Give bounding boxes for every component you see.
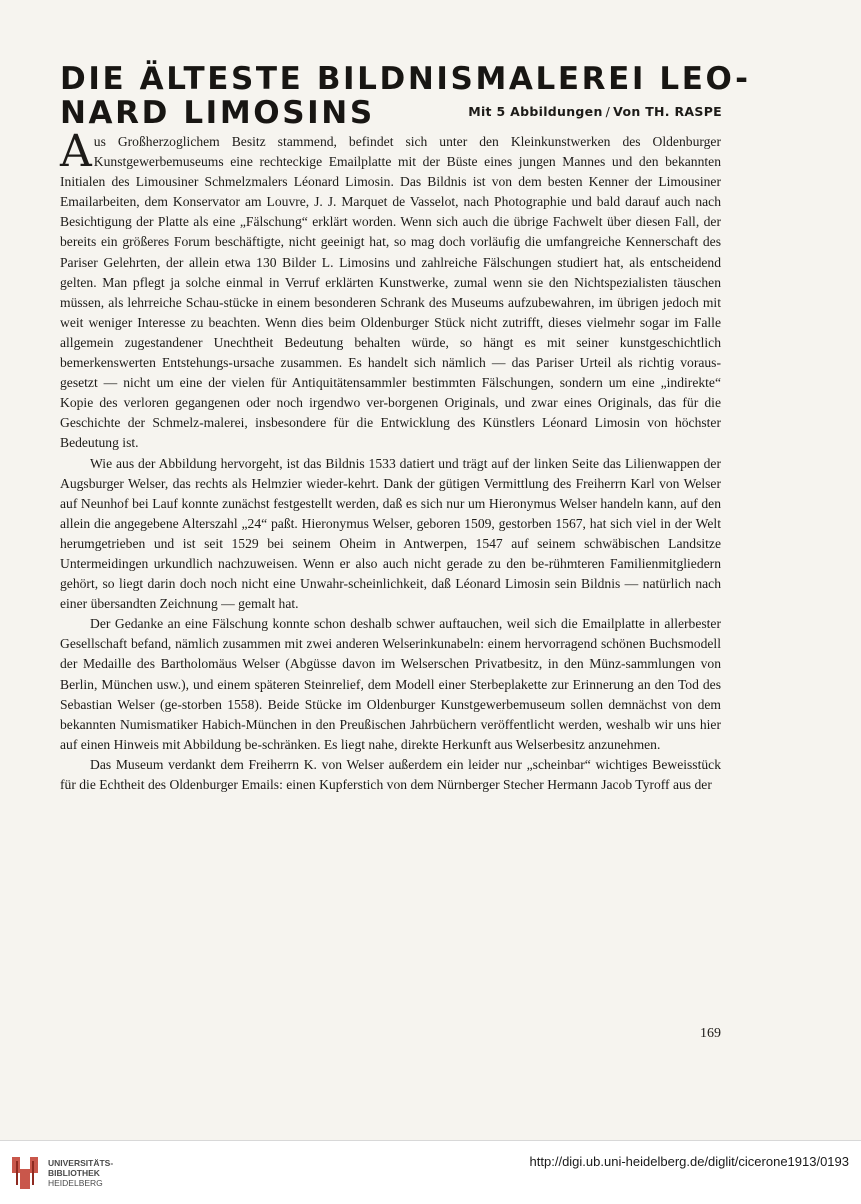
article-body [60,126,721,795]
byline-illustrations: Mit 5 Abbildungen [468,104,603,119]
library-name [48,1158,113,1188]
drop-cap: A [60,126,92,177]
library-name-line-2: BIBLIOTHEK [48,1168,100,1178]
article-title-line-1: DIE ÄLTESTE BILDNISMALEREI LEO- [60,61,751,97]
university-library-logo-icon [8,1151,42,1195]
byline-separator: / [605,104,611,119]
paragraph-4: Das Museum verdankt dem Freiherrn K. von Welser außerdem ein leider nur „scheinbar“ wichtiges Beweisstück für die Echtheit des Oldenburger Emails: einen Kupferstich von dem Nürnberger Stecher Hermann Jacob Tyroff aus der [60,756,721,792]
library-name-line-1: UNIVERSITÄTS- [48,1158,114,1168]
paragraph-1 [60,126,721,454]
paragraph-2: Wie aus der Abbildung hervorgeht, ist das Bildnis 1533 datiert und trägt auf der linken Seite das Lilienwappen der Augsburger Welser, das rechts als Helmzier wieder-kehrt. Dank der gütigen Vermittlung des Freiherrn Karl von Welser auf Neunhof bei Lauf konnte zunächst festgestellt werden, daß es sich nur um Hieronymus Welser handeln kann, auf den allein die angegebene Alterszahl „24“ paßt. Hieronymus Welser, geboren 1509, gestorben 1567, hat sich viel in der Welt herumgetrieben und ist seit 1529 bei seinem Oheim in Antwerpen, 1547 auf seinem schwäbischen Landsitze Untermeidingen urkundlich nachzuweisen. Wenn er also auch nicht gerade zu den be-rühmteren Familienmitgliedern gehört, so liegt darin doch noch nicht eine Unwahr-scheinlichkeit, daß Léonard Limosin sein Bildnis — natürlich nach einer übersandten Zeichnung — gemalt hat. [60,455,721,612]
paragraph-1-text: us Großherzoglichem Besitz stammend, befindet sich unter den Kleinkunstwerken des Oldenburger Kunstgewerbemuseums eine rechteckige Emailplatte mit der Büste eines jungen Mannes und den bekannten Initialen des Limousiner Schmelzmalers Léonard Limosin. Das Bildnis ist von dem besten Kenner der Limousiner Emailarbeiten, dem Konservator am Louvre, J. J. Marquet de Vasselot, nach Photographie und bald darauf auch nach Besichtigung der Platte als eine „Fälschung“ erklärt worden. Wenn sich auch die übrige Fachwelt über diesen Fall, der bereits ein größeres Forum beschäftigte, nicht geeinigt hat, so mag doch vorläufig die umfangreiche Kennerschaft des Pariser Gelehrten, der allein etwa 130 Bilder L. Limosins und zahlreiche Fälschungen studiert hat, als entscheidend gelten. Man pflegt ja solche einmal in Verruf erklärten Kunstwerke, zumal wenn sie den Nichtspezialisten täuschen müssen, als lehrreiche Schau-stücke in einem besonderen Schrank des Museums aufzubewahren, im übrigen jedoch mit weit weniger Interesse zu beachten. Wenn dies beim Oldenburger Stück nicht zutrifft, dieses vielmehr sogar im Falle allgemein zugestandener Unechtheit Bedeutung behalten würde, so hängt es mit seiner kunstgeschichtlich bemerkenswerten Entstehungs-ursache zusammen. Es handelt sich nämlich — das Pariser Urteil als richtig voraus-gesetzt — nicht um eine der vielen für Antiquitätensammler bestimmten Fälschungen, sondern um eine „indirekte“ Kopie des verloren gegangenen oder noch irgendwo ver-borgenen Originals, und zwar eines Originals, das für die Geschichte der Schmelz-malerei, insbesondere für die Entwicklung des Künstlers Léonard Limosin von höchster Bedeutung ist. [60,134,721,451]
article-title-line-2: NARD LIMOSINS [60,95,375,131]
byline-author: Von TH. RASPE [613,104,722,119]
viewer-footer [0,1140,861,1204]
library-name-line-3: HEIDELBERG [48,1178,103,1188]
permalink-url[interactable]: http://digi.ub.uni-heidelberg.de/diglit/cicerone1913/0193 [529,1154,849,1169]
paragraph-3: Der Gedanke an eine Fälschung konnte schon deshalb schwer auftauchen, weil sich die Emailplatte in allerbester Gesellschaft befand, nämlich zusammen mit zwei anderen Welserinkunabeln: einem hervorragend schönen Buchsmodell der Medaille des Bartholomäus Welser (Abgüsse davon im Welserschen Privatbesitz, in den Münz-sammlungen von Berlin, München usw.), und einem späteren Steinrelief, dem Modell einer Sterbeplakette zur Erinnerung an den Tod des Sebastian Welser (ge-storben 1558). Beide Stücke im Oldenburger Kunstgewerbemuseum sollen demnächst von dem bekannten Numismatiker Habich-München in den Preußischen Jahrbüchern veröffentlicht werden, weshalb wir uns hier auf einen Hinweis mit Abbildung be-schränken. Es liegt nahe, direkte Herkunft aus Welserbesitz anzunehmen. [60,616,721,752]
article-title [60,61,751,131]
article-byline [468,104,722,119]
page-number: 169 [700,1026,721,1041]
